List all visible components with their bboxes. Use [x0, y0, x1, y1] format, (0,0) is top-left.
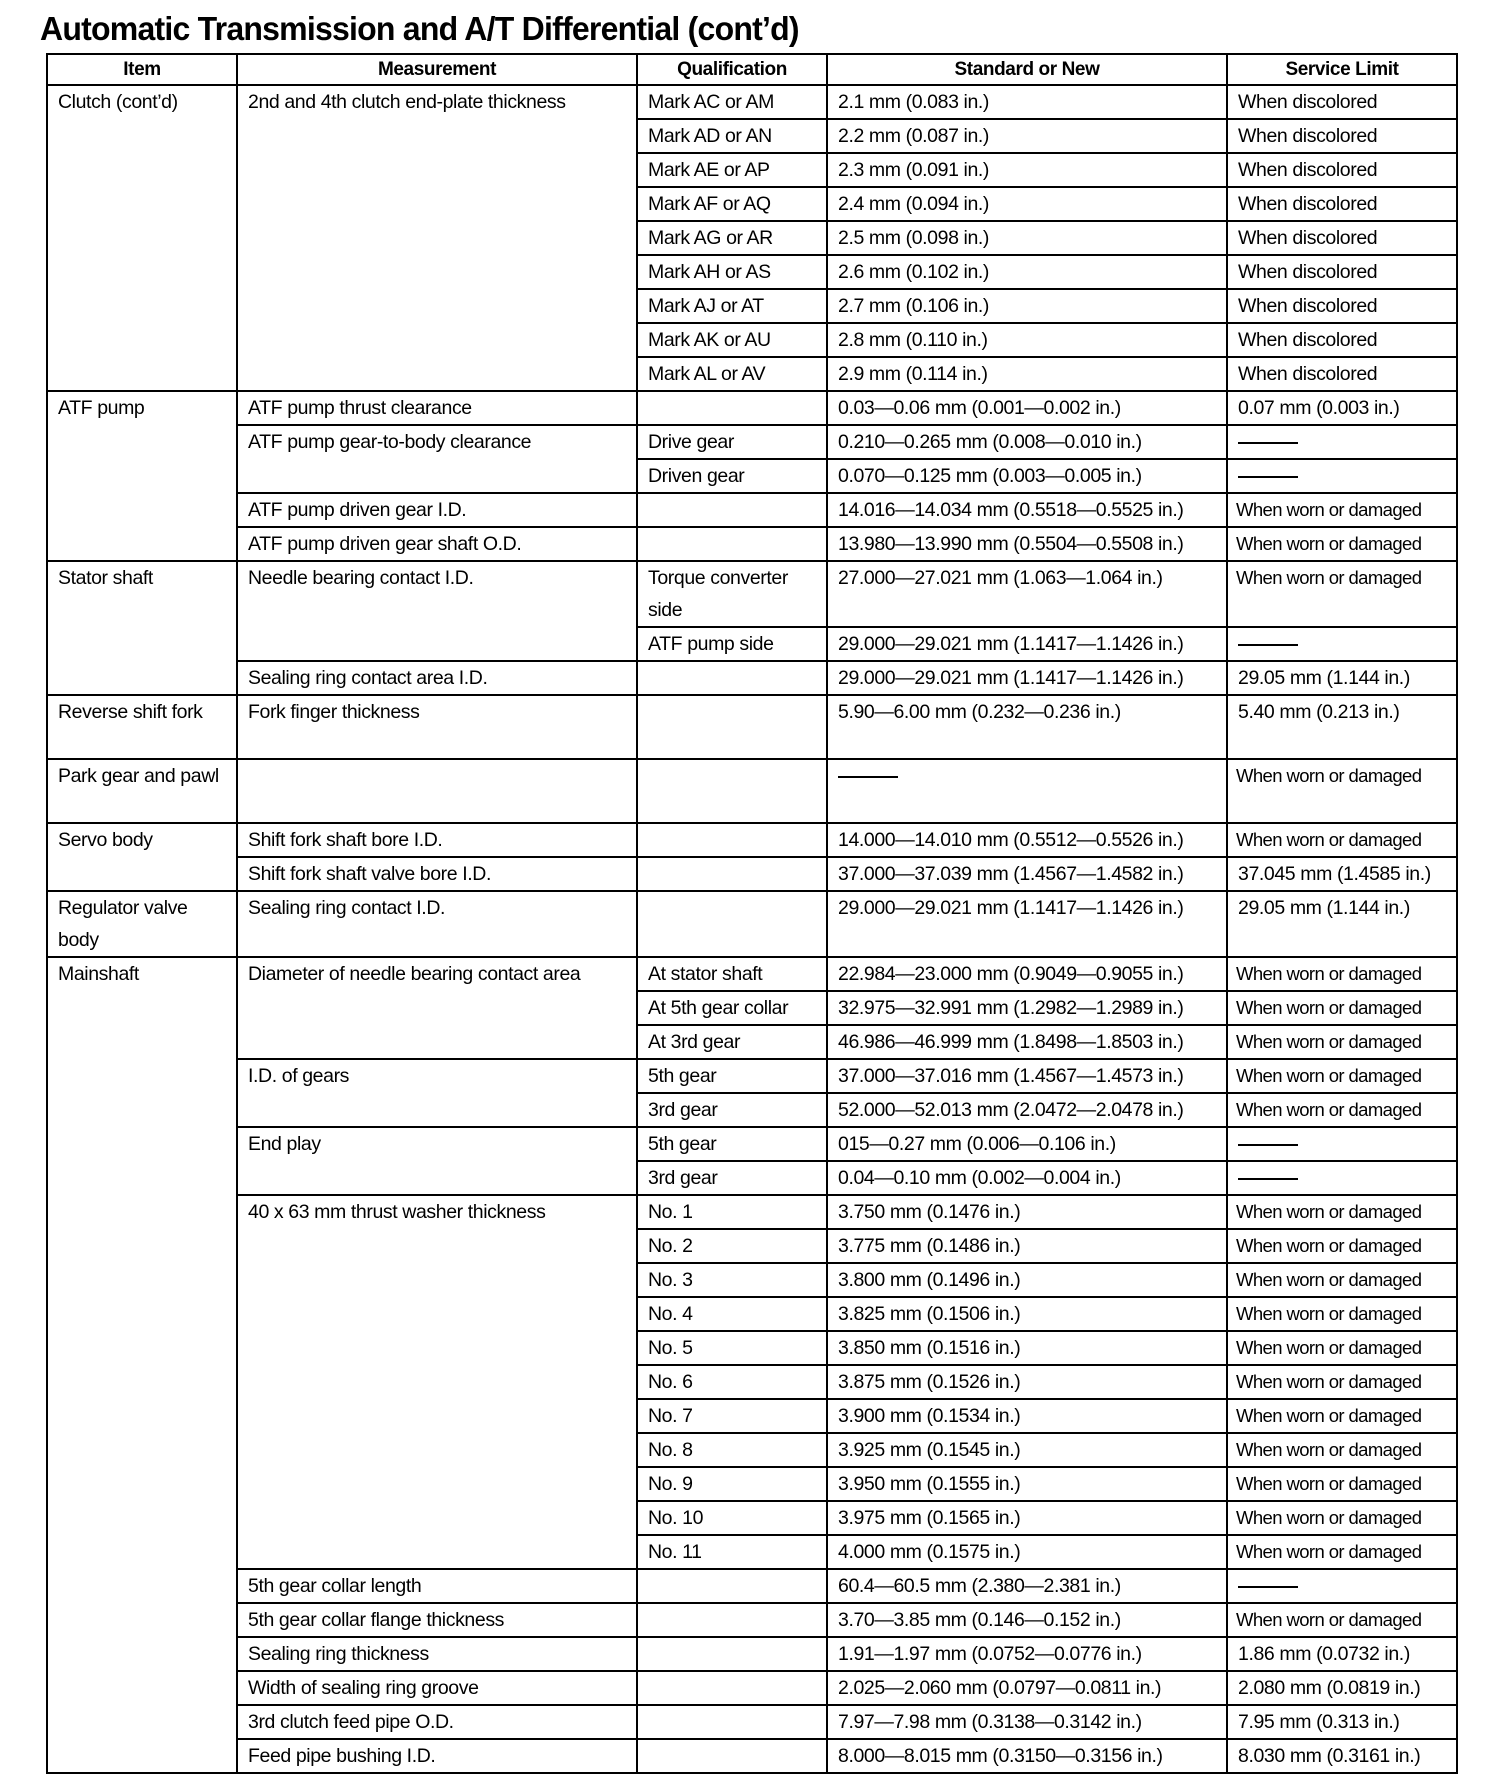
qualification-cell: No. 6: [637, 1365, 827, 1399]
standard-cell: 29.000—29.021 mm (1.1417—1.1426 in.): [827, 627, 1227, 661]
header-standard: Standard or New: [827, 54, 1227, 85]
table-row: [47, 493, 1457, 527]
standard-cell: 3.975 mm (0.1565 in.): [827, 1501, 1227, 1535]
standard-cell: 2.8 mm (0.110 in.): [827, 323, 1227, 357]
item-cell: ATF pump: [47, 391, 237, 561]
standard-cell: 46.986—46.999 mm (1.8498—1.8503 in.): [827, 1025, 1227, 1059]
qualification-cell: No. 1: [637, 1195, 827, 1229]
item-cell: Clutch (cont’d): [47, 85, 237, 391]
table-row: [47, 527, 1457, 561]
qualification-cell: No. 11: [637, 1535, 827, 1569]
qualification-cell: [637, 493, 827, 527]
qualification-cell: No. 9: [637, 1467, 827, 1501]
header-measurement: Measurement: [237, 54, 637, 85]
measurement-cell: 40 x 63 mm thrust washer thickness: [237, 1195, 637, 1569]
page-title: Automatic Transmission and A/T Differential (cont’d): [40, 10, 799, 47]
service-limit-cell: When worn or damaged: [1227, 1603, 1457, 1637]
service-limit-cell: When worn or damaged: [1227, 1501, 1457, 1535]
standard-cell: 3.825 mm (0.1506 in.): [827, 1297, 1227, 1331]
qualification-cell: Torque converter side: [637, 561, 827, 627]
header-qualification: Qualification: [637, 54, 827, 85]
qualification-cell: [637, 391, 827, 425]
service-limit-cell: 1.86 mm (0.0732 in.): [1227, 1637, 1457, 1671]
service-limit-cell: When worn or damaged: [1227, 1433, 1457, 1467]
standard-cell: 29.000—29.021 mm (1.1417—1.1426 in.): [827, 661, 1227, 695]
service-limit-cell: 8.030 mm (0.3161 in.): [1227, 1739, 1457, 1773]
service-limit-cell: 7.95 mm (0.313 in.): [1227, 1705, 1457, 1739]
table-row: [47, 1671, 1457, 1705]
service-limit-cell: [1227, 1127, 1457, 1161]
qualification-cell: [637, 823, 827, 857]
item-cell: Servo body: [47, 823, 237, 891]
qualification-cell: [637, 857, 827, 891]
qualification-cell: [637, 695, 827, 759]
table-row: [47, 1637, 1457, 1671]
dash-placeholder: [1238, 1586, 1298, 1588]
service-limit-cell: [1227, 1161, 1457, 1195]
table-row: [47, 85, 1457, 119]
measurement-cell: ATF pump thrust clearance: [237, 391, 637, 425]
service-limit-cell: When discolored: [1227, 357, 1457, 391]
standard-cell: [827, 759, 1227, 823]
measurement-cell: 5th gear collar flange thickness: [237, 1603, 637, 1637]
service-limit-cell: When worn or damaged: [1227, 1331, 1457, 1365]
standard-cell: 2.4 mm (0.094 in.): [827, 187, 1227, 221]
service-limit-cell: When worn or damaged: [1227, 1025, 1457, 1059]
table-row: [47, 1059, 1457, 1093]
standard-cell: 8.000—8.015 mm (0.3150—0.3156 in.): [827, 1739, 1227, 1773]
table-row: [47, 759, 1457, 823]
standard-cell: 2.025—2.060 mm (0.0797—0.0811 in.): [827, 1671, 1227, 1705]
header-item: Item: [47, 54, 237, 85]
service-limit-cell: When worn or damaged: [1227, 823, 1457, 857]
service-limit-cell: When discolored: [1227, 187, 1457, 221]
measurement-cell: Feed pipe bushing I.D.: [237, 1739, 637, 1773]
standard-cell: 3.900 mm (0.1534 in.): [827, 1399, 1227, 1433]
standard-cell: 0.04—0.10 mm (0.002—0.004 in.): [827, 1161, 1227, 1195]
standard-cell: 3.875 mm (0.1526 in.): [827, 1365, 1227, 1399]
item-cell: Stator shaft: [47, 561, 237, 695]
measurement-cell: Needle bearing contact I.D.: [237, 561, 637, 661]
qualification-cell: [637, 1637, 827, 1671]
table-row: [47, 425, 1457, 459]
standard-cell: 2.6 mm (0.102 in.): [827, 255, 1227, 289]
qualification-cell: 5th gear: [637, 1059, 827, 1093]
qualification-cell: No. 7: [637, 1399, 827, 1433]
service-limit-cell: When worn or damaged: [1227, 1535, 1457, 1569]
standard-cell: 29.000—29.021 mm (1.1417—1.1426 in.): [827, 891, 1227, 957]
qualification-cell: At 5th gear collar: [637, 991, 827, 1025]
standard-cell: 015—0.27 mm (0.006—0.106 in.): [827, 1127, 1227, 1161]
table-row: [47, 561, 1457, 627]
table-row: [47, 957, 1457, 991]
standard-cell: 14.016—14.034 mm (0.5518—0.5525 in.): [827, 493, 1227, 527]
qualification-cell: [637, 661, 827, 695]
measurement-cell: Sealing ring contact I.D.: [237, 891, 637, 957]
qualification-cell: 5th gear: [637, 1127, 827, 1161]
qualification-cell: Mark AK or AU: [637, 323, 827, 357]
table-row: [47, 1603, 1457, 1637]
standard-cell: 3.800 mm (0.1496 in.): [827, 1263, 1227, 1297]
service-limit-cell: 29.05 mm (1.144 in.): [1227, 661, 1457, 695]
service-limit-cell: 37.045 mm (1.4585 in.): [1227, 857, 1457, 891]
service-limit-cell: When worn or damaged: [1227, 1195, 1457, 1229]
qualification-cell: No. 8: [637, 1433, 827, 1467]
qualification-cell: Driven gear: [637, 459, 827, 493]
measurement-cell: Shift fork shaft valve bore I.D.: [237, 857, 637, 891]
service-limit-cell: When worn or damaged: [1227, 1365, 1457, 1399]
standard-cell: 0.210—0.265 mm (0.008—0.010 in.): [827, 425, 1227, 459]
qualification-cell: Mark AG or AR: [637, 221, 827, 255]
table-row: [47, 1127, 1457, 1161]
service-limit-cell: 5.40 mm (0.213 in.): [1227, 695, 1457, 759]
measurement-cell: Diameter of needle bearing contact area: [237, 957, 637, 1059]
service-limit-cell: [1227, 1569, 1457, 1603]
service-limit-cell: When discolored: [1227, 323, 1457, 357]
standard-cell: 2.5 mm (0.098 in.): [827, 221, 1227, 255]
dash-placeholder: [838, 776, 898, 778]
standard-cell: 3.70—3.85 mm (0.146—0.152 in.): [827, 1603, 1227, 1637]
item-cell: Reverse shift fork: [47, 695, 237, 759]
measurement-cell: End play: [237, 1127, 637, 1195]
service-limit-cell: When worn or damaged: [1227, 957, 1457, 991]
measurement-cell: Shift fork shaft bore I.D.: [237, 823, 637, 857]
measurement-cell: Fork finger thickness: [237, 695, 637, 759]
qualification-cell: ATF pump side: [637, 627, 827, 661]
qualification-cell: Mark AE or AP: [637, 153, 827, 187]
standard-cell: 3.950 mm (0.1555 in.): [827, 1467, 1227, 1501]
table-row: [47, 1195, 1457, 1229]
service-limit-cell: 0.07 mm (0.003 in.): [1227, 391, 1457, 425]
service-limit-cell: [1227, 459, 1457, 493]
standard-cell: 3.775 mm (0.1486 in.): [827, 1229, 1227, 1263]
table-row: [47, 661, 1457, 695]
standard-cell: 52.000—52.013 mm (2.0472—2.0478 in.): [827, 1093, 1227, 1127]
service-limit-cell: 29.05 mm (1.144 in.): [1227, 891, 1457, 957]
service-limit-cell: When discolored: [1227, 289, 1457, 323]
standard-cell: 0.070—0.125 mm (0.003—0.005 in.): [827, 459, 1227, 493]
standard-cell: 37.000—37.016 mm (1.4567—1.4573 in.): [827, 1059, 1227, 1093]
service-limit-cell: When worn or damaged: [1227, 493, 1457, 527]
qualification-cell: No. 5: [637, 1331, 827, 1365]
dash-placeholder: [1238, 442, 1298, 444]
measurement-cell: ATF pump gear-to-body clearance: [237, 425, 637, 493]
qualification-cell: Mark AC or AM: [637, 85, 827, 119]
item-cell: Park gear and pawl: [47, 759, 237, 823]
standard-cell: 0.03—0.06 mm (0.001—0.002 in.): [827, 391, 1227, 425]
standard-cell: 14.000—14.010 mm (0.5512—0.5526 in.): [827, 823, 1227, 857]
dash-placeholder: [1238, 476, 1298, 478]
qualification-cell: [637, 1569, 827, 1603]
service-limit-cell: When worn or damaged: [1227, 527, 1457, 561]
service-limit-cell: [1227, 425, 1457, 459]
qualification-cell: Mark AJ or AT: [637, 289, 827, 323]
standard-cell: 2.2 mm (0.087 in.): [827, 119, 1227, 153]
qualification-cell: Mark AL or AV: [637, 357, 827, 391]
table-row: [47, 1739, 1457, 1773]
standard-cell: 60.4—60.5 mm (2.380—2.381 in.): [827, 1569, 1227, 1603]
service-limit-cell: When discolored: [1227, 255, 1457, 289]
measurement-cell: Width of sealing ring groove: [237, 1671, 637, 1705]
table-row: [47, 891, 1457, 957]
qualification-cell: [637, 759, 827, 823]
qualification-cell: No. 4: [637, 1297, 827, 1331]
qualification-cell: Mark AH or AS: [637, 255, 827, 289]
standard-cell: 1.91—1.97 mm (0.0752—0.0776 in.): [827, 1637, 1227, 1671]
measurement-cell: 5th gear collar length: [237, 1569, 637, 1603]
service-limit-cell: When worn or damaged: [1227, 1467, 1457, 1501]
table-row: [47, 1569, 1457, 1603]
table-row: [47, 695, 1457, 759]
table-row: [47, 857, 1457, 891]
table-row: [47, 391, 1457, 425]
header-row: [47, 54, 1457, 85]
header-service-limit: Service Limit: [1227, 54, 1457, 85]
service-limit-cell: When worn or damaged: [1227, 1059, 1457, 1093]
standard-cell: 27.000—27.021 mm (1.063—1.064 in.): [827, 561, 1227, 627]
qualification-cell: [637, 1671, 827, 1705]
standard-cell: 4.000 mm (0.1575 in.): [827, 1535, 1227, 1569]
service-limit-cell: When discolored: [1227, 221, 1457, 255]
standard-cell: 7.97—7.98 mm (0.3138—0.3142 in.): [827, 1705, 1227, 1739]
service-limit-cell: When worn or damaged: [1227, 561, 1457, 627]
service-limit-cell: 2.080 mm (0.0819 in.): [1227, 1671, 1457, 1705]
dash-placeholder: [1238, 1178, 1298, 1180]
service-limit-cell: When worn or damaged: [1227, 1229, 1457, 1263]
dash-placeholder: [1238, 644, 1298, 646]
standard-cell: 3.850 mm (0.1516 in.): [827, 1331, 1227, 1365]
standard-cell: 3.925 mm (0.1545 in.): [827, 1433, 1227, 1467]
qualification-cell: No. 3: [637, 1263, 827, 1297]
qualification-cell: 3rd gear: [637, 1161, 827, 1195]
measurement-cell: ATF pump driven gear I.D.: [237, 493, 637, 527]
dash-placeholder: [1238, 1144, 1298, 1146]
service-limit-cell: When worn or damaged: [1227, 1263, 1457, 1297]
measurement-cell: 2nd and 4th clutch end-plate thickness: [237, 85, 637, 391]
qualification-cell: [637, 1705, 827, 1739]
service-limit-cell: When worn or damaged: [1227, 1297, 1457, 1331]
standard-cell: 3.750 mm (0.1476 in.): [827, 1195, 1227, 1229]
measurement-cell: ATF pump driven gear shaft O.D.: [237, 527, 637, 561]
measurement-cell: I.D. of gears: [237, 1059, 637, 1127]
standard-cell: 2.9 mm (0.114 in.): [827, 357, 1227, 391]
measurement-cell: Sealing ring contact area I.D.: [237, 661, 637, 695]
service-limit-cell: When worn or damaged: [1227, 1093, 1457, 1127]
measurement-cell: Sealing ring thickness: [237, 1637, 637, 1671]
table-row: [47, 823, 1457, 857]
standard-cell: 13.980—13.990 mm (0.5504—0.5508 in.): [827, 527, 1227, 561]
service-limit-cell: When discolored: [1227, 85, 1457, 119]
standard-cell: 2.1 mm (0.083 in.): [827, 85, 1227, 119]
qualification-cell: [637, 527, 827, 561]
standard-cell: 2.3 mm (0.091 in.): [827, 153, 1227, 187]
qualification-cell: Drive gear: [637, 425, 827, 459]
service-limit-cell: When discolored: [1227, 153, 1457, 187]
qualification-cell: [637, 1739, 827, 1773]
standard-cell: 5.90—6.00 mm (0.232—0.236 in.): [827, 695, 1227, 759]
table-body: [47, 85, 1457, 1773]
measurement-cell: 3rd clutch feed pipe O.D.: [237, 1705, 637, 1739]
service-limit-cell: When worn or damaged: [1227, 991, 1457, 1025]
service-limit-cell: When worn or damaged: [1227, 1399, 1457, 1433]
standard-cell: 32.975—32.991 mm (1.2982—1.2989 in.): [827, 991, 1227, 1025]
item-cell: Mainshaft: [47, 957, 237, 1773]
qualification-cell: No. 10: [637, 1501, 827, 1535]
qualification-cell: No. 2: [637, 1229, 827, 1263]
table-row: [47, 1705, 1457, 1739]
qualification-cell: [637, 891, 827, 957]
qualification-cell: 3rd gear: [637, 1093, 827, 1127]
standard-cell: 22.984—23.000 mm (0.9049—0.9055 in.): [827, 957, 1227, 991]
qualification-cell: At 3rd gear: [637, 1025, 827, 1059]
qualification-cell: Mark AF or AQ: [637, 187, 827, 221]
standard-cell: 37.000—37.039 mm (1.4567—1.4582 in.): [827, 857, 1227, 891]
qualification-cell: Mark AD or AN: [637, 119, 827, 153]
qualification-cell: At stator shaft: [637, 957, 827, 991]
item-cell: Regulator valve body: [47, 891, 237, 957]
measurement-cell: [237, 759, 637, 823]
qualification-cell: [637, 1603, 827, 1637]
standard-cell: 2.7 mm (0.106 in.): [827, 289, 1227, 323]
service-limit-cell: [1227, 627, 1457, 661]
service-limit-cell: When discolored: [1227, 119, 1457, 153]
specifications-table: [46, 53, 1458, 1774]
service-limit-cell: When worn or damaged: [1227, 759, 1457, 823]
